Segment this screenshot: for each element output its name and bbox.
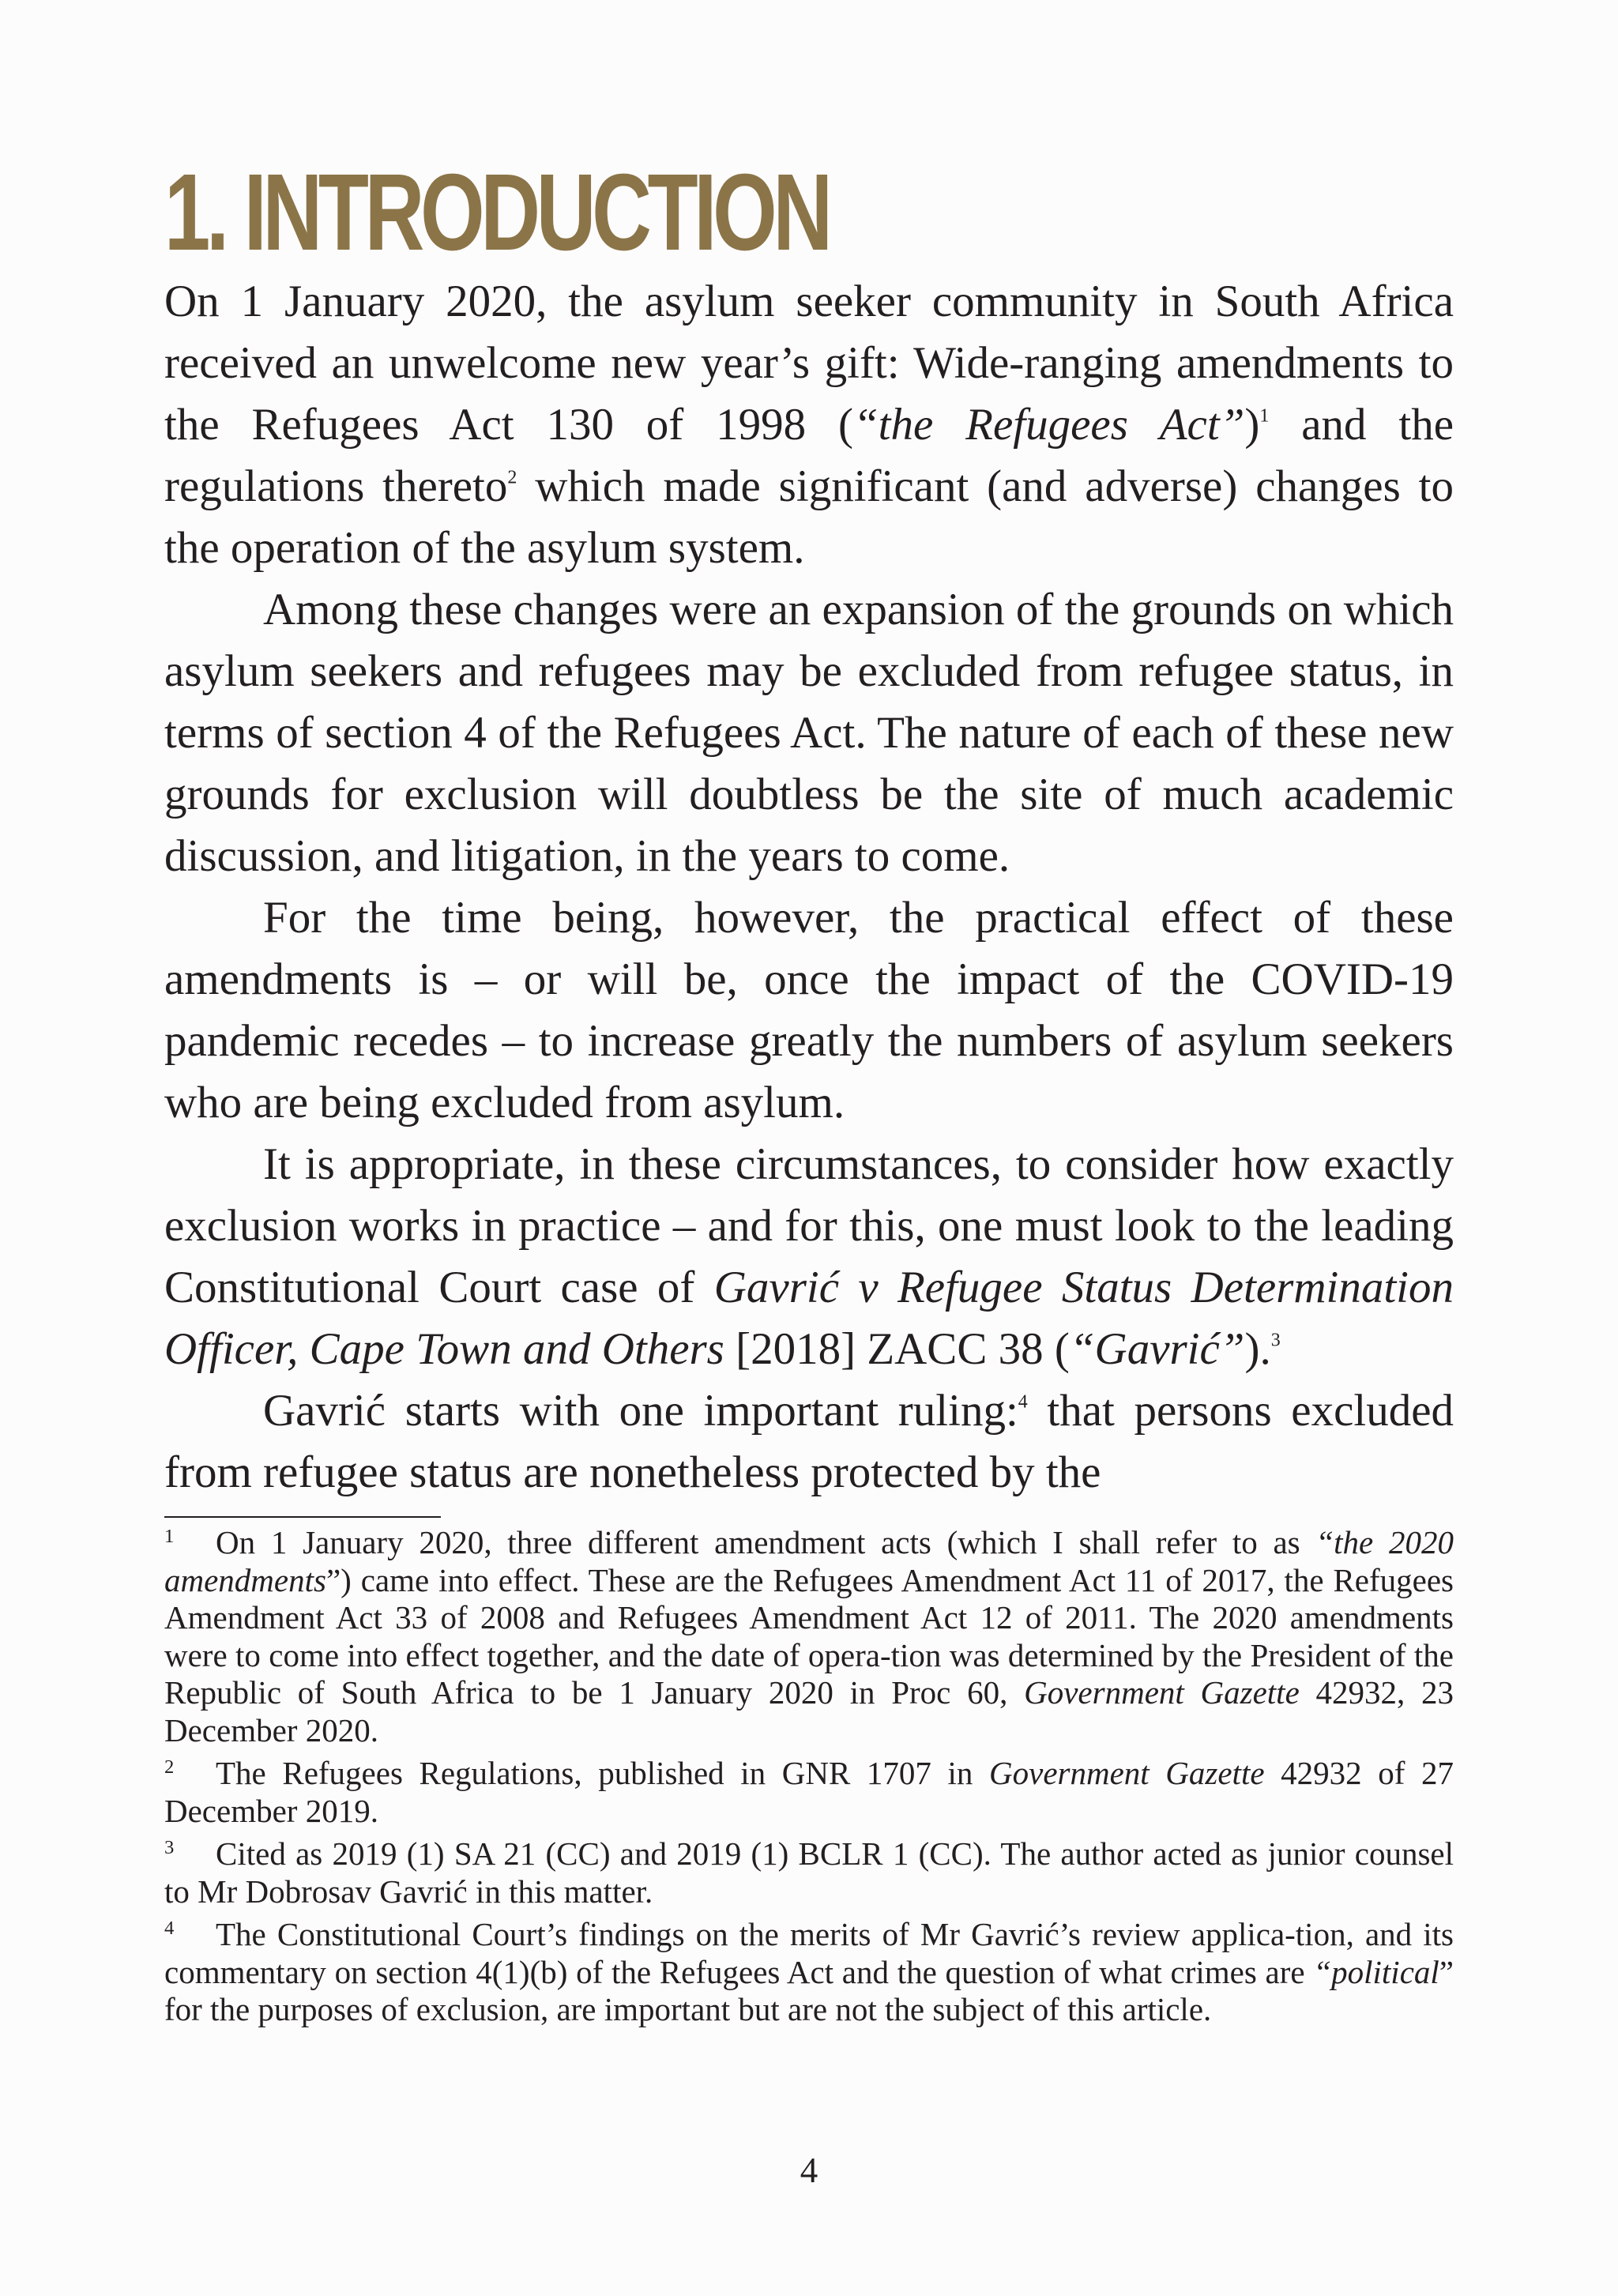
footnote-text: ” for the purposes of exclusion, are important but are not the subject of this article. — [164, 1953, 1454, 2027]
footnote-1: 1 On 1 January 2020, three different amendment acts (which I shall refer to as “the 2020 amendments”) came into effect. These are the Refugees Amendment Act 11 of 2017, the Refugees Amendment Act 33 of 2008 and Refugees Amendment Act 12 of 2011. The 2020 amendments were to come into effect together, and the date of opera-tion was determined by the President of the Republic of South Africa to be 1 January 2020 in Proc 60, Government Gazette 42932, 23 December 2020. — [164, 1524, 1454, 1748]
paragraph-4 — [164, 1134, 1454, 1380]
footnote-text: Cited as 2019 (1) SA 21 (CC) and 2019 (1) BCLR 1 (CC). The author acted as junior counsel to Mr Dobrosav Gavrić in this matter. — [164, 1835, 1454, 1910]
paragraph-5-text-a: Gavrić starts with one important ruling: — [263, 1386, 1018, 1436]
gavric-term: “Gavrić” — [1069, 1324, 1245, 1374]
section-heading: 1. INTRODUCTION — [164, 152, 829, 273]
paragraph-5-text-b: that persons excluded from refugee status are nonetheless protected by the — [164, 1386, 1454, 1497]
page-content — [164, 152, 1454, 2034]
footnote-2: 2 The Refugees Regulations, published in GNR 1707 in Government Gazette 42932 of 27 December 2019. — [164, 1755, 1454, 1829]
footnote-text: ”) came into effect. These are the Refugees Amendment Act 11 of 2017, the Refugees Amendment Act 33 of 2008 and Refugees Amendment Act 12 of 2011. The 2020 amendments were to come into effect together, and the date of opera-tion was determined by the President of the Republic of South Africa to be 1 January 2020 in Proc 60, — [164, 1561, 1454, 1711]
paragraph-3: For the time being, however, the practical effect of these amendments is – or will be, once the impact of the COVID-19 pandemic recedes – to increase greatly the numbers of asylum seekers who are being excluded from asylum. — [164, 893, 1454, 1127]
paragraph-1-text-d: and the regulations thereto — [164, 400, 1454, 511]
refugees-act-term: “the Refugees Act” — [852, 400, 1245, 450]
footnotes — [164, 1524, 1454, 2029]
paragraph-4-text-a: It is appropriate, in these circumstances, to consider how exactly exclusion works in practice – and for this, one must look to the leading Constitutional Court case of — [164, 1139, 1454, 1312]
case-name: Gavrić v Refugee Status Determination Officer, Cape Town and Others — [164, 1263, 1454, 1374]
paragraph-1-text-e: which made significant (and adverse) changes to the operation of the asylum system. — [164, 461, 1454, 573]
paragraph-5 — [164, 1380, 1454, 1504]
footnote-italic: Government Gazette — [989, 1755, 1265, 1791]
footnote-italic: “political — [1313, 1953, 1439, 1990]
footnote-ref-2[interactable]: 2 — [507, 467, 517, 488]
footnote-text: 42932, 23 December 2020. — [164, 1674, 1454, 1748]
footnote-divider — [164, 1516, 441, 1518]
footnote-ref-3[interactable]: 3 — [1270, 1330, 1281, 1351]
body-text — [164, 271, 1454, 1504]
paragraph-2: Among these changes were an expansion of the grounds on which asylum seekers and refugees may be excluded from refugee status, in terms of section 4 of the Refugees Act. The nature of each of these new grounds for exclusion will doubtless be the site of much academic discussion, and litigation, in the years to come. — [164, 585, 1454, 881]
footnote-text: 42932 of 27 December 2019. — [164, 1755, 1454, 1829]
paragraph-1-text-c: ) — [1244, 400, 1260, 450]
footnote-text: On 1 January 2020, three different amendment acts (which I shall refer to as — [216, 1524, 1316, 1560]
footnote-ref-4[interactable]: 4 — [1018, 1391, 1028, 1413]
footnote-3: 3 Cited as 2019 (1) SA 21 (CC) and 2019 (1) BCLR 1 (CC). The author acted as junior counsel to Mr Dobrosav Gavrić in this matter. — [164, 1835, 1454, 1910]
footnote-italic: “the 2020 amendments — [164, 1524, 1454, 1598]
paragraph-1-text-a: On 1 January 2020, the asylum seeker community in South Africa received an unwelcome new year’s gift: Wide-ranging amendments to the Refugees Act 130 of 1998 ( — [164, 277, 1454, 450]
footnote-italic: Government Gazette — [1024, 1674, 1300, 1711]
page-number: 4 — [800, 2151, 818, 2190]
paragraph-4-text-e: ). — [1244, 1324, 1271, 1374]
paragraph-1 — [164, 271, 1454, 579]
footnote-text: The Refugees Regulations, published in GNR 1707 in — [216, 1755, 990, 1791]
footnote-text: The Constitutional Court’s findings on the merits of Mr Gavrić’s review applica-tion, and its commentary on section 4(1)(b) of the Refugees Act and the question of what crimes are — [164, 1916, 1454, 1990]
paragraph-4-text-c: [2018] ZACC 38 ( — [724, 1324, 1070, 1374]
footnote-ref-1[interactable]: 1 — [1259, 405, 1270, 427]
footnote-4: 4 The Constitutional Court’s findings on the merits of Mr Gavrić’s review applica-tion, and its commentary on section 4(1)(b) of the Refugees Act and the question of what crimes are “political” for the purposes of exclusion, are important but are not the subject of this article. — [164, 1916, 1454, 2027]
